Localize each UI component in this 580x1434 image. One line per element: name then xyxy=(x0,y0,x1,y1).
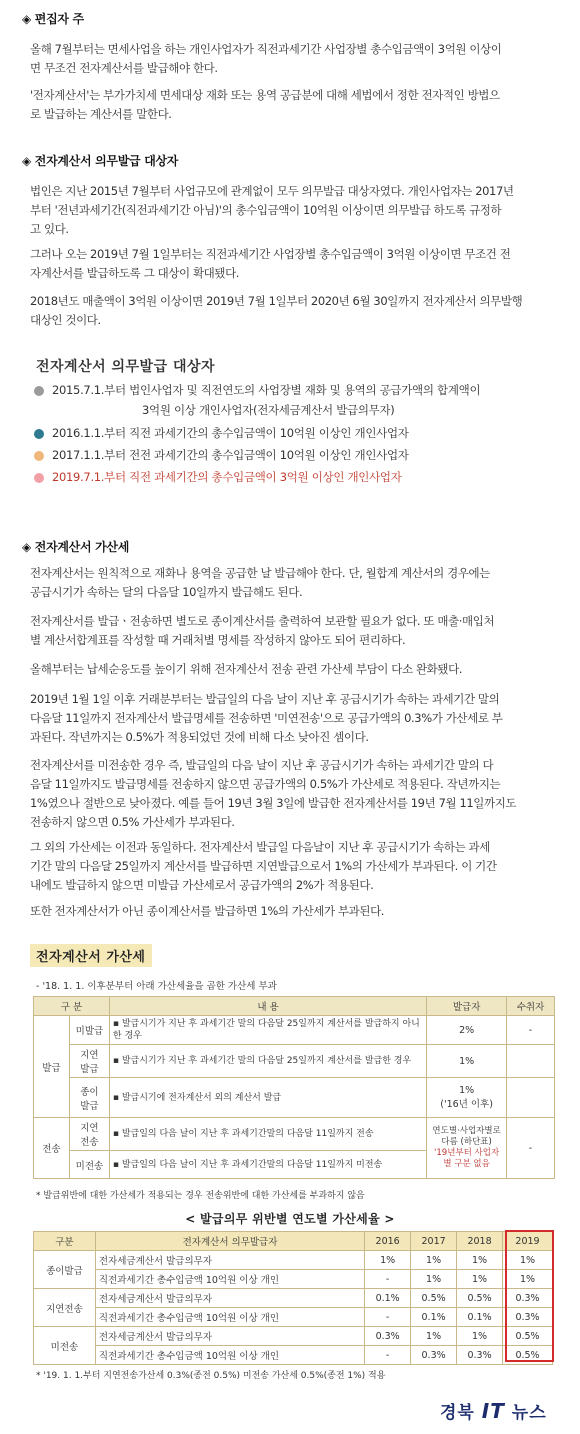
row-kind: 지연 발급 xyxy=(69,1045,109,1078)
mandatory-paragraph-1: 법인은 지난 2015년 7월부터 사업규모에 관계없이 모두 의무발급 대상자였다. 개인사업자는 2017년 부터 '전년과세기간(직전과세기간 아님)'의 총수입금액이 10억원 이상이면 의무발급 하도록 규정하 고 있다. xyxy=(30,184,514,236)
header-receiver: 수취자 xyxy=(507,997,555,1016)
logo-left-text: 경북 xyxy=(440,1403,475,1423)
header-issuer: 발급자 xyxy=(427,997,507,1016)
target-row-1-cont-text: 3억원 이상 개인사업자(전자세금계산서 발급의무자) xyxy=(142,403,395,417)
cell-2016: 1% xyxy=(365,1251,411,1270)
penalty-paragraph-6: 그 외의 가산세는 이전과 동일하다. 전자계산서 발급일 다음날이 지난 후 공급시기가 속하는 과세 기간 말의 다음달 25일까지 계산서를 발급하면 지연발급으로서 1%의 가산세가 부과된다. 이 기간 내에도 발급하지 않으면 미발급 가산세로서 공급가액의 2%가 적용된다. xyxy=(30,840,497,892)
penalty-paragraph-4: 2019년 1월 1일 이후 거래분부터는 발급일의 다음 날이 지난 후 공급시기가 속하는 과세기간 말의 다음달 11일까지 전자계산서 발급명세를 전송하면 '미연전송'으로 공급가액의 0.3%가 가산세로 부 과된다. 작년까지는 0.5%가 적용되었던 것에 비해 다소 낮아진 셈이다. xyxy=(30,692,503,744)
header-content: 내 용 xyxy=(109,997,426,1016)
receiver-send: - xyxy=(507,1118,555,1179)
logo-it-text: IT xyxy=(481,1399,505,1423)
header-issuer-type: 전자계산서 의무발급자 xyxy=(95,1232,364,1251)
cell-2016: 0.1% xyxy=(365,1289,411,1308)
bullet-dot-gray xyxy=(34,386,44,396)
cell-2017: 1% xyxy=(411,1327,457,1346)
send-rate-red-text: '19년부터 사업자별 구분 없음 xyxy=(434,1148,500,1169)
row-kind: 미전송 xyxy=(69,1151,109,1179)
mandatory-heading: ◈ 전자계산서 의무발급 대상자 xyxy=(22,154,179,168)
cell-2016: - xyxy=(365,1346,411,1365)
row-desc: ▪ 발급일의 다음 날이 지난 후 과세기간말의 다음달 11일까지 미전송 xyxy=(109,1151,426,1179)
highlight-2019-box xyxy=(505,1230,554,1362)
table-row xyxy=(34,1118,555,1151)
receiver-empty xyxy=(507,1078,555,1118)
target-row-4-text: 2019.7.1.부터 직전 과세기간의 총수입금액이 3억원 이상인 개인사업자 xyxy=(52,470,402,484)
row-label: 직전과세기간 총수입금액 10억원 이상 개인 xyxy=(95,1308,364,1327)
penalty-paragraph-5: 전자계산서를 미전송한 경우 즉, 발급일의 다음 날이 지난 후 공급시기가 속하는 과세기간 말의 다 음달 11일까지도 발급명세를 전송하지 않으면 공급가액의 0.5%가 가산세로 적용된다. 작년까지는 1%였으나 절반으로 낮아졌다. 예를 들어 19년 3월 3일에 발급한 전자계산서를 19년 7월 11일까지도 전송하지 않으면 0.5% 가산세가 부과된다. xyxy=(30,758,517,829)
cell-2019: 0.5% xyxy=(503,1346,553,1365)
mandatory-paragraph-3: 2018년도 매출액이 3억원 이상이면 2019년 7월 1일부터 2020년 6월 30일까지 전자계산서 의무발행 대상인 것이다. xyxy=(30,294,523,327)
row-label: 직전과세기간 총수입금액 10억원 이상 개인 xyxy=(95,1346,364,1365)
header-2019: 2019 xyxy=(503,1232,553,1251)
penalty-table xyxy=(33,996,555,1179)
row-desc: ▪ 발급시기가 지난 후 과세기간 말의 다음달 25일까지 계산서를 발급하지 아니한 경우 xyxy=(109,1016,426,1045)
row-label: 전자세금계산서 발급의무자 xyxy=(95,1289,364,1308)
group-name: 미전송 xyxy=(34,1327,96,1365)
target-row-2-text: 2016.1.1.부터 직전 과세기간의 총수입금액이 10억원 이상인 개인사업자 xyxy=(52,426,409,440)
cell-2019: 0.3% xyxy=(503,1308,553,1327)
yearly-rate-table-title: < 발급의무 위반별 연도별 가산세율 > xyxy=(185,1212,395,1226)
target-row-3-text: 2017.1.1.부터 전전 과세기간의 총수입금액이 10억원 이상인 개인사업자 xyxy=(52,448,409,462)
editor-note-paragraph-2: '전자계산서'는 부가가치세 면세대상 재화 또는 용역 공급분에 대해 세법에서 정한 전자적인 방법으 로 발급하는 계산서를 말한다. xyxy=(30,88,500,121)
header-2018: 2018 xyxy=(457,1232,503,1251)
bullet-dot-orange xyxy=(34,451,44,461)
header-category: 구분 xyxy=(34,1232,96,1251)
table-header-row xyxy=(34,997,555,1016)
bullet-dot-teal xyxy=(34,429,44,439)
receiver-issue: - xyxy=(507,1016,555,1045)
cell-2017: 0.5% xyxy=(411,1289,457,1308)
cell-2017: 0.3% xyxy=(411,1346,457,1365)
cell-2016: - xyxy=(365,1308,411,1327)
table-row xyxy=(34,1045,555,1078)
cell-2017: 1% xyxy=(411,1270,457,1289)
penalty-table-note: * 발급위반에 대한 가산세가 적용되는 경우 전송위반에 대한 가산세를 부과하지 않음 xyxy=(36,1191,365,1201)
penalty-table-title: 전자계산서 가산세 xyxy=(30,944,152,967)
penalty-paragraph-2: 전자계산서를 발급ㆍ전송하면 별도로 종이계산서를 출력하여 보관할 필요가 없다. 또 매출·매입처 별 계산서합계표를 작성할 때 거래처별 명세를 작성하지 않아도 되어 편리하다. xyxy=(30,614,495,647)
row-label: 전자세금계산서 발급의무자 xyxy=(95,1327,364,1346)
site-logo[interactable] xyxy=(440,1398,547,1423)
cell-2017: 1% xyxy=(411,1251,457,1270)
send-rate-cell xyxy=(427,1118,507,1179)
table-row xyxy=(34,1289,553,1308)
row-kind: 종이 발급 xyxy=(69,1078,109,1118)
table-row xyxy=(34,1016,555,1045)
logo-right-text: 뉴스 xyxy=(511,1403,547,1423)
row-kind: 미발급 xyxy=(69,1016,109,1045)
table-row xyxy=(34,1251,553,1270)
row-kind: 지연 전송 xyxy=(69,1118,109,1151)
cell-2016: 0.3% xyxy=(365,1327,411,1346)
cell-2018: 0.1% xyxy=(457,1308,503,1327)
group-send: 전송 xyxy=(34,1118,70,1179)
mandatory-paragraph-2: 그러나 오는 2019년 7월 1일부터는 직전과세기간 사업장별 총수입금액이 3억원 이상이면 무조건 전 자계산서를 발급하도록 그 대상이 확대됐다. xyxy=(30,247,511,280)
penalty-paragraph-3: 올해부터는 납세순응도를 높이기 위해 전자계산서 전송 관련 가산세 부담이 다소 완화됐다. xyxy=(30,662,463,676)
cell-2019: 0.5% xyxy=(503,1327,553,1346)
group-name: 종이발급 xyxy=(34,1251,96,1289)
table-row xyxy=(34,1308,553,1327)
header-2016: 2016 xyxy=(365,1232,411,1251)
cell-2017: 0.1% xyxy=(411,1308,457,1327)
receiver-empty xyxy=(507,1045,555,1078)
penalty-heading: ◈ 전자계산서 가산세 xyxy=(22,540,130,554)
table-row xyxy=(34,1327,553,1346)
penalty-paragraph-7: 또한 전자계산서가 아닌 종이계산서를 발급하면 1%의 가산세가 부과된다. xyxy=(30,904,385,918)
cell-2018: 0.3% xyxy=(457,1346,503,1365)
cell-2018: 1% xyxy=(457,1251,503,1270)
row-desc: ▪ 발급시기가 지난 후 과세기간 말의 다음달 25일까지 계산서를 발급한 경우 xyxy=(109,1045,426,1078)
group-name: 지연전송 xyxy=(34,1289,96,1327)
target-row-1-text: 2015.7.1.부터 법인사업자 및 직전연도의 사업장별 재화 및 용역의 공급가액의 합계액이 xyxy=(52,383,481,397)
editor-note-heading: ◈ 편집자 주 xyxy=(22,12,84,26)
cell-2019: 1% xyxy=(503,1270,553,1289)
row-label: 전자세금계산서 발급의무자 xyxy=(95,1251,364,1270)
header-2017: 2017 xyxy=(411,1232,457,1251)
mandatory-target-box xyxy=(30,350,560,492)
penalty-paragraph-1: 전자계산서는 원칙적으로 재화나 용역을 공급한 날 발급해야 한다. 단, 월합계 계산서의 경우에는 공급시기가 속하는 달의 다음달 10일까지 발급해도 된다. xyxy=(30,566,490,599)
table-row xyxy=(34,1078,555,1118)
header-category: 구 분 xyxy=(34,997,110,1016)
cell-2018: 0.5% xyxy=(457,1289,503,1308)
cell-2016: - xyxy=(365,1270,411,1289)
group-issue: 발급 xyxy=(34,1016,70,1118)
cell-2019: 1% xyxy=(503,1251,553,1270)
table-row xyxy=(34,1346,553,1365)
table-row xyxy=(34,1270,553,1289)
table-header-row xyxy=(34,1232,553,1251)
penalty-table-subtitle: - '18. 1. 1. 이후분부터 아래 가산세율을 곱한 가산세 부과 xyxy=(36,981,277,992)
yearly-rate-table-note: * '19. 1. 1.부터 지연전송가산세 0.3%(종전 0.5%) 미전송 가산세 0.5%(종전 1%) 적용 xyxy=(36,1371,386,1381)
yearly-rate-table xyxy=(33,1231,553,1365)
row-desc: ▪ 발급일의 다음 날이 지난 후 과세기간말의 다음달 11일까지 전송 xyxy=(109,1118,426,1151)
send-rate-text: 연도별·사업자별로 다름 (하단표) xyxy=(432,1126,501,1147)
bullet-dot-pink xyxy=(34,473,44,483)
row-label: 직전과세기간 총수입금액 10억원 이상 개인 xyxy=(95,1270,364,1289)
editor-note-paragraph-1: 올해 7월부터는 면세사업을 하는 개인사업자가 직전과세기간 사업장별 총수입금액이 3억원 이상이 면 무조건 전자계산서를 발급해야 한다. xyxy=(30,42,502,75)
row-rate: 1% ('16년 이후) xyxy=(427,1078,507,1118)
row-rate: 1% xyxy=(427,1045,507,1078)
row-desc: ▪ 발급시기에 전자계산서 외의 계산서 발급 xyxy=(109,1078,426,1118)
cell-2018: 1% xyxy=(457,1270,503,1289)
target-box-title: 전자계산서 의무발급 대상자 xyxy=(36,359,216,375)
cell-2018: 1% xyxy=(457,1327,503,1346)
row-rate: 2% xyxy=(427,1016,507,1045)
cell-2019: 0.3% xyxy=(503,1289,553,1308)
